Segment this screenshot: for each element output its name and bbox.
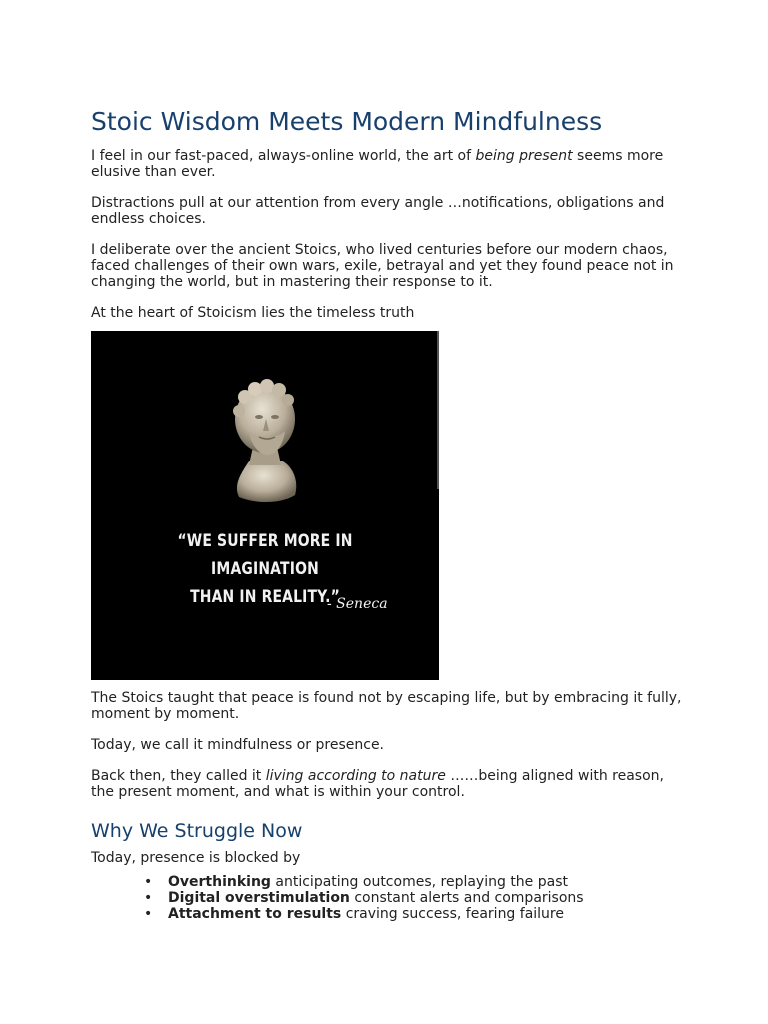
list-item bbox=[168, 906, 691, 922]
list-item-term: Attachment to results bbox=[168, 906, 342, 922]
image-edge-divider bbox=[437, 331, 439, 489]
list-item-term: Digital overstimulation bbox=[168, 890, 350, 906]
stoics-paragraph: I deliberate over the ancient Stoics, who lived centuries before our modern chaos, faced challenges of their own wars, exile, betrayal and yet they found peace not in changing the world, but in mastering their response to it. bbox=[91, 242, 674, 290]
struggles-list bbox=[91, 874, 691, 922]
document-page bbox=[91, 105, 691, 922]
section-heading: Why We Struggle Now bbox=[91, 820, 303, 842]
blocked-paragraph: Today, presence is blocked by bbox=[91, 850, 301, 866]
quote-line-2: THAN IN REALITY.” bbox=[190, 587, 340, 607]
distractions-paragraph: Distractions pull at our attention from every angle …notifications, obligations and endless choices. bbox=[91, 195, 665, 227]
page-title: Stoic Wisdom Meets Modern Mindfulness bbox=[91, 107, 603, 136]
back-then-paragraph bbox=[91, 768, 691, 800]
today-paragraph: Today, we call it mindfulness or presence. bbox=[91, 737, 385, 753]
intro-emphasis: being present bbox=[475, 148, 573, 164]
back-then-text-after: ……being aligned with reason, the present moment, and what is within your control. bbox=[91, 768, 664, 800]
list-item bbox=[168, 874, 691, 890]
list-item bbox=[168, 890, 691, 906]
back-then-emphasis: living according to nature bbox=[265, 768, 446, 784]
taught-paragraph: The Stoics taught that peace is found not by escaping life, but by embracing it fully, moment by moment. bbox=[91, 690, 682, 722]
seneca-bust-icon bbox=[219, 369, 309, 509]
list-item-text: constant alerts and comparisons bbox=[349, 890, 584, 906]
back-then-text-before: Back then, they called it bbox=[91, 768, 266, 784]
intro-text-after: seems more elusive than ever. bbox=[91, 148, 664, 180]
list-item-term: Overthinking bbox=[168, 874, 271, 890]
quote-line-1: “WE SUFFER MORE IN IMAGINATION bbox=[177, 531, 353, 579]
seneca-quote-image bbox=[91, 331, 439, 680]
heart-paragraph: At the heart of Stoicism lies the timeless truth bbox=[91, 305, 415, 321]
intro-paragraph bbox=[91, 148, 691, 180]
quote-attribution: - Seneca bbox=[327, 596, 388, 612]
list-item-text: craving success, fearing failure bbox=[341, 906, 564, 922]
list-item-text: anticipating outcomes, replaying the past bbox=[270, 874, 568, 890]
intro-text-before: I feel in our fast-paced, always-online world, the art of bbox=[91, 148, 476, 164]
